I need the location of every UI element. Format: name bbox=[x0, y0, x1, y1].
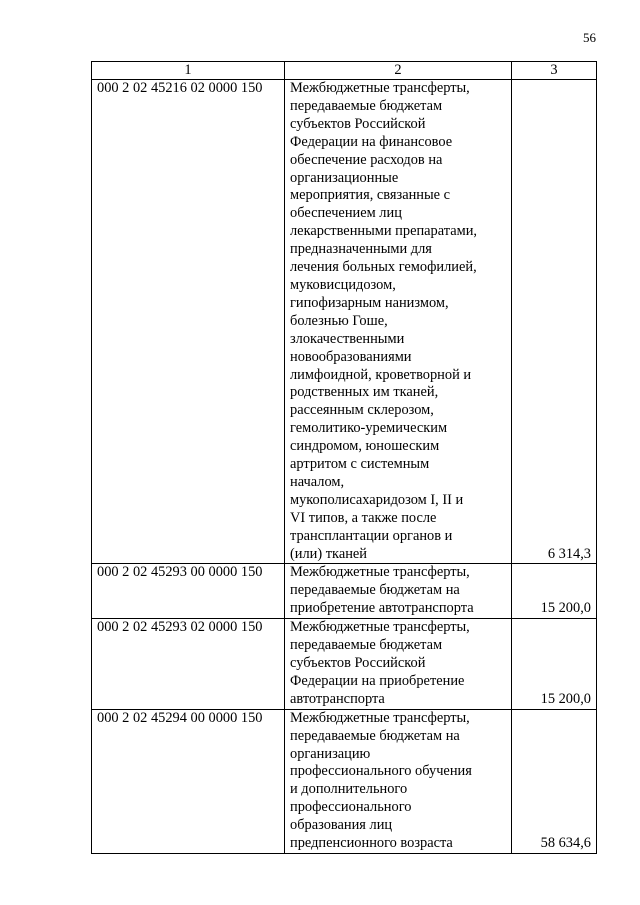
table-body bbox=[92, 80, 597, 854]
description-line: артритом с системным bbox=[290, 456, 430, 473]
table-row bbox=[92, 709, 597, 853]
budget-code-cell: 000 2 02 45293 00 0000 150 bbox=[92, 564, 285, 619]
description-line: Федерации на финансовое bbox=[290, 133, 453, 150]
description-line: новообразованиями bbox=[290, 348, 412, 365]
description-line: передаваемые бюджетам bbox=[290, 97, 443, 114]
description-line: VI типов, а также после bbox=[290, 509, 437, 526]
amount-cell: 15 200,0 bbox=[512, 619, 597, 710]
description-cell bbox=[285, 709, 512, 853]
description-line: организацию bbox=[290, 745, 371, 762]
description-line: субъектов Российской bbox=[290, 115, 426, 132]
column-header-2: 2 bbox=[285, 62, 512, 80]
description-line: профессионального bbox=[290, 799, 412, 816]
description-line: передаваемые бюджетам на bbox=[290, 582, 460, 599]
description-line: субъектов Российской bbox=[290, 655, 426, 671]
description-line: лекарственными препаратами, bbox=[290, 223, 478, 240]
description-line: злокачественными bbox=[290, 330, 405, 347]
description-line: началом, bbox=[290, 473, 345, 490]
budget-table bbox=[91, 61, 597, 854]
description-line: предпенсионного возраста bbox=[290, 835, 453, 852]
table-row bbox=[92, 619, 597, 710]
table-row bbox=[92, 80, 597, 564]
description-line: Федерации на приобретение bbox=[290, 672, 465, 689]
description-line: Межбюджетные трансферты, bbox=[290, 564, 470, 581]
description-line: Межбюджетные трансферты, bbox=[290, 709, 470, 726]
description-line: лечения больных гемофилией, bbox=[290, 259, 477, 276]
description-line: организационные bbox=[290, 169, 399, 186]
budget-code-cell: 000 2 02 45294 00 0000 150 bbox=[92, 709, 285, 853]
description-line: приобретение автотранспорта bbox=[290, 600, 474, 617]
description-line: гипофизарным нанизмом, bbox=[290, 294, 449, 311]
description-line: предназначенными для bbox=[290, 241, 432, 258]
description-cell bbox=[285, 80, 512, 564]
description-line: образования лиц bbox=[290, 817, 393, 834]
amount-cell: 15 200,0 bbox=[512, 564, 597, 619]
budget-code-cell: 000 2 02 45216 02 0000 150 bbox=[92, 80, 285, 564]
description-line: рассеянным склерозом, bbox=[290, 402, 434, 419]
page-number: 56 bbox=[583, 30, 596, 45]
description-line: автотранспорта bbox=[290, 690, 385, 707]
description-line: гемолитико-уремическим bbox=[290, 420, 448, 437]
description-line: (или) тканей bbox=[290, 545, 368, 562]
description-line: передаваемые бюджетам bbox=[290, 637, 443, 654]
table-row bbox=[92, 564, 597, 619]
description-line: синдромом, юношеским bbox=[290, 438, 440, 455]
description-line: мероприятия, связанные с bbox=[290, 187, 451, 204]
description-line: обеспечение расходов на bbox=[290, 151, 443, 168]
description-line: муковисцидозом, bbox=[290, 276, 396, 293]
description-line: мукополисахаридозом I, II и bbox=[290, 491, 464, 508]
description-line: трансплантации органов и bbox=[290, 527, 453, 544]
description-line: передаваемые бюджетам на bbox=[290, 727, 460, 744]
description-line: обеспечением лиц bbox=[290, 205, 402, 222]
table-header-row bbox=[92, 62, 597, 80]
description-cell bbox=[285, 619, 512, 710]
budget-code-cell: 000 2 02 45293 02 0000 150 bbox=[92, 619, 285, 710]
amount-cell: 58 634,6 bbox=[512, 709, 597, 853]
description-line: и дополнительного bbox=[290, 781, 408, 798]
description-line: болезнью Гоше, bbox=[290, 312, 388, 329]
description-cell bbox=[285, 564, 512, 619]
column-header-1: 1 bbox=[92, 62, 285, 80]
description-line: Межбюджетные трансферты, bbox=[290, 80, 470, 96]
description-line: родственных им тканей, bbox=[290, 384, 439, 401]
description-line: профессионального обучения bbox=[290, 763, 472, 780]
amount-cell: 6 314,3 bbox=[512, 80, 597, 564]
description-line: лимфоидной, кроветворной и bbox=[290, 366, 472, 383]
column-header-3: 3 bbox=[512, 62, 597, 80]
description-line: Межбюджетные трансферты, bbox=[290, 619, 470, 636]
